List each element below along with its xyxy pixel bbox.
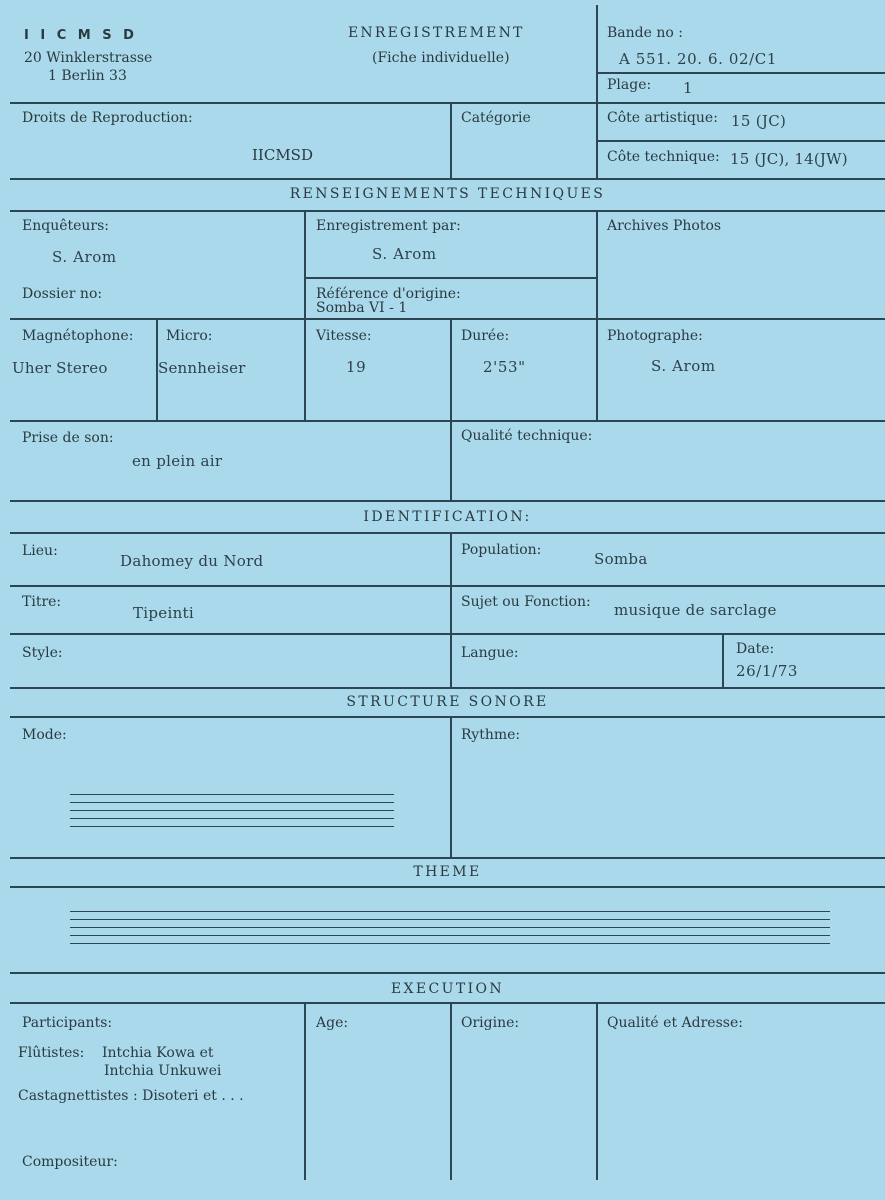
- rule: [10, 1002, 885, 1004]
- lieu-value: Dahomey du Nord: [120, 552, 264, 570]
- participants-label: Participants:: [22, 1015, 113, 1031]
- sujet-label: Sujet ou Fonction:: [461, 594, 591, 610]
- theme-staff-line: [70, 943, 830, 944]
- photographe-label: Photographe:: [607, 328, 703, 344]
- address-line-2: 1 Berlin 33: [48, 68, 127, 84]
- plage-value: 1: [683, 79, 694, 97]
- langue-label: Langue:: [461, 645, 519, 661]
- droits-label: Droits de Reproduction:: [22, 110, 193, 126]
- rule: [304, 277, 596, 279]
- enregistrement-label: Enregistrement par:: [316, 218, 461, 234]
- rule: [10, 716, 885, 718]
- rule: [10, 886, 885, 888]
- rule: [450, 102, 452, 178]
- plage-label: Plage:: [607, 77, 652, 93]
- age-label: Age:: [316, 1015, 349, 1031]
- rule: [722, 633, 724, 687]
- rule: [450, 1002, 452, 1180]
- rule: [10, 585, 885, 587]
- rule: [596, 210, 598, 420]
- flutistes-label: Flûtistes:: [18, 1045, 85, 1061]
- address-line-1: 20 Winklerstrasse: [24, 50, 153, 66]
- rule: [304, 1002, 306, 1180]
- mode-staff-line: [70, 794, 394, 795]
- titre-label: Titre:: [22, 594, 62, 610]
- mode-label: Mode:: [22, 727, 67, 743]
- rule: [596, 1002, 598, 1180]
- mode-staff-line: [70, 826, 394, 827]
- mode-staff-line: [70, 802, 394, 803]
- compositeur-label: Compositeur:: [22, 1154, 118, 1170]
- theme-staff-line: [70, 919, 830, 920]
- micro-value: Sennheiser: [158, 359, 246, 377]
- photographe-value: S. Arom: [651, 357, 716, 375]
- qualite-technique-label: Qualité technique:: [461, 428, 593, 444]
- sujet-value: musique de sarclage: [614, 601, 777, 619]
- rule: [450, 318, 452, 500]
- archives-photos-label: Archives Photos: [607, 218, 722, 234]
- mode-staff-line: [70, 810, 394, 811]
- section-technique-title: RENSEIGNEMENTS TECHNIQUES: [289, 186, 606, 202]
- enqueteurs-value: S. Arom: [52, 248, 117, 266]
- droits-value: IICMSD: [252, 146, 313, 164]
- rule: [10, 178, 885, 180]
- rule: [10, 687, 885, 689]
- rule: [10, 420, 885, 422]
- duree-label: Durée:: [461, 328, 510, 344]
- date-value: 26/1/73: [736, 662, 799, 680]
- card-subtitle: (Fiche individuelle): [372, 50, 510, 66]
- org-name: I I C M S D: [24, 28, 138, 43]
- rule: [596, 72, 885, 74]
- vitesse-label: Vitesse:: [316, 328, 372, 344]
- lieu-label: Lieu:: [22, 543, 58, 559]
- rule: [304, 210, 306, 420]
- rule: [10, 210, 885, 212]
- vitesse-value: 19: [346, 358, 367, 376]
- categorie-label: Catégorie: [461, 110, 531, 126]
- theme-staff-line: [70, 935, 830, 936]
- flutistes-value-1: Intchia Kowa et: [102, 1045, 214, 1061]
- date-label: Date:: [736, 641, 775, 657]
- cote-artistique-value: 15 (JC): [731, 112, 787, 130]
- section-structure-title: STRUCTURE SONORE: [346, 694, 549, 710]
- population-value: Somba: [594, 550, 648, 568]
- dossier-label: Dossier no:: [22, 286, 103, 302]
- rule: [450, 532, 452, 687]
- qualite-adresse-label: Qualité et Adresse:: [607, 1015, 743, 1031]
- reference-label: Référence d'origine:: [316, 286, 461, 302]
- card-title: ENREGISTREMENT: [348, 25, 525, 41]
- style-label: Style:: [22, 645, 63, 661]
- duree-value: 2'53": [483, 358, 526, 376]
- rule: [10, 857, 885, 859]
- section-theme-title: THEME: [413, 864, 482, 880]
- theme-staff-line: [70, 911, 830, 912]
- cote-technique-value: 15 (JC), 14(JW): [730, 150, 848, 168]
- prise-de-son-value: en plein air: [132, 452, 223, 470]
- population-label: Population:: [461, 542, 542, 558]
- rule: [10, 972, 885, 974]
- castagnettistes: Castagnettistes : Disoteri et . . .: [18, 1088, 244, 1104]
- micro-label: Micro:: [166, 328, 213, 344]
- section-identification-title: IDENTIFICATION:: [363, 509, 532, 525]
- rythme-label: Rythme:: [461, 727, 521, 743]
- origine-label: Origine:: [461, 1015, 520, 1031]
- rule: [450, 716, 452, 857]
- rule: [596, 5, 598, 178]
- mode-staff-line: [70, 818, 394, 819]
- enregistrement-value: S. Arom: [372, 245, 437, 263]
- bande-label: Bande no :: [607, 25, 683, 41]
- reference-value: Somba VI - 1: [316, 300, 408, 316]
- magnetophone-value: Uher Stereo: [12, 359, 108, 377]
- rule: [10, 318, 885, 320]
- rule: [10, 500, 885, 502]
- cote-artistique-label: Côte artistique:: [607, 110, 718, 126]
- magnetophone-label: Magnétophone:: [22, 328, 134, 344]
- rule: [10, 532, 885, 534]
- prise-de-son-label: Prise de son:: [22, 430, 114, 446]
- rule: [10, 633, 885, 635]
- titre-value: Tipeinti: [133, 604, 194, 622]
- enqueteurs-label: Enquêteurs:: [22, 218, 110, 234]
- rule: [596, 140, 885, 142]
- cote-technique-label: Côte technique:: [607, 149, 720, 165]
- flutistes-value-2: Intchia Unkuwei: [104, 1063, 222, 1079]
- section-execution-title: EXECUTION: [390, 981, 505, 997]
- theme-staff-line: [70, 927, 830, 928]
- rule: [10, 102, 885, 104]
- bande-value: A 551. 20. 6. 02/C1: [619, 50, 778, 68]
